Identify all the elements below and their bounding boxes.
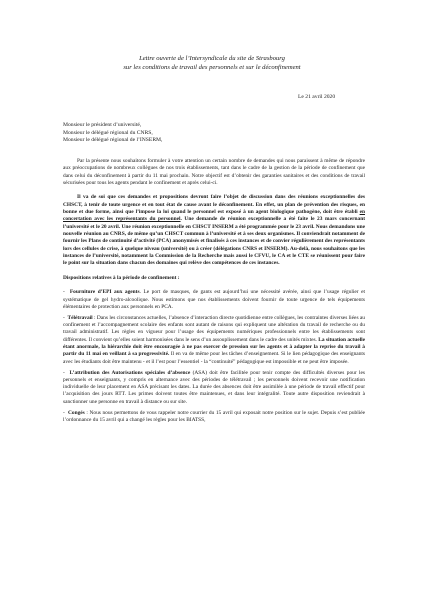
item-text: (ASA) doit être facilitée pour tenir compte des difficultés diverses pour les personnels et enseignants, y compris en alternance avec des périodes de télétravail ; les personnels doivent recevoir une notification individuelle de leur placement en ASA précisant les dates. La durée des absences doit être assimilée à une période de travail effectif pour l’acquisition des jours RTT. Les primes doivent toutes être maintenues, et dans leur intégralité. Toute autre disposition reviendrait à sanctionner une personne en travail à distance ou sur site. <box>63 369 365 405</box>
recipient-line: Monsieur le délégué régional de l’INSERM, <box>63 137 163 144</box>
item-label: Congés <box>68 409 85 416</box>
paragraph-chsct <box>63 194 365 267</box>
letter-title <box>40 54 384 72</box>
title-line-2: sur les conditions de travail des personnels et sur le déconfinement <box>123 64 301 71</box>
section-heading: Dispositions relatives à la période de confinement : <box>63 274 180 281</box>
recipient-line: Monsieur le délégué régional du CNRS, <box>63 129 153 136</box>
item-label: Télétravail <box>67 314 93 321</box>
recipient-line: Monsieur le président d’université, <box>63 122 142 128</box>
item-text: : Dans les circonstances actuelles, l’absence d’interaction directe quotidienne entre collègues, les contraintes diverses liées au confinement et l’accompagnement scolaire des enfants sont autant de raisons qui expliquent une altération du travail de recherche ou du travail administratif. Les règles en vigueur pour l’usage des équipements numériques professionnels entre les établissements sont différentes. Il convient qu’elles soient harmonisées dans le sens d’un assouplissement dans le cadre des unités mixtes. <box>63 314 365 343</box>
list-item-epi: - Fourniture d’EPI aux agents. Le port de masques, de gants est aujourd’hui une nécessité avérée, ainsi que l’usage régulier et systématique de gel hydro-alcoolique. Nous estimons que nos établissements doivent fournir de toute urgence de tels équipements élémentaires de protection aux personnels en PCA. <box>63 289 365 310</box>
list-item-asa: - L’attribution des Autorisations spéciales d’absence (ASA) doit être facilitée pour tenir compte des difficultés diverses pour les personnels et enseignants, y compris en alternance avec des périodes de télétravail ; les personnels doivent recevoir une notification individuelle de leur placement en ASA précisant les dates. La durée des absences doit être assimilée à une période de travail effectif pour l’acquisition des jours RTT. Les primes doivent toutes être maintenues, et dans leur intégralité. Toute autre disposition reviendrait à sanctionner une personne en travail à distance ou sur site. <box>63 369 365 405</box>
title-line-1: Lettre ouverte de l’Intersyndicale du site de Strasbourg <box>139 55 285 62</box>
item-text: . Le port de masques, de gants est aujourd’hui une nécessité avérée, ainsi que l’usage régulier et systématique de gel hydro-alcoolique. Nous estimons que nos établissements doivent fournir de toute urgence de tels équipements élémentaires de protection aux personnels en PCA. <box>63 289 365 310</box>
paragraph-chsct-part-a: Il va de soi que ces demandes et propositions devront faire l’objet de discussion dans des réunions exceptionnelles des CHSCT, à tenir de toute urgence et en tout état de cause avant le déconfinement. En effet, un plan de prévention des risques, en bonne et due forme, ainsi que l’impose la loi quand le personnel est exposé à un agent biologique pathogène, doit être établi <box>63 194 365 216</box>
recipients-block <box>63 122 162 145</box>
paragraph-chsct-part-b: . Une demande de réunion exceptionnelle a été faite le 23 mars concernant l’université et le 20 avril. Une réunion exceptionnelle en CHSCT INSERM a été programmée pour le 23 avril. Nous demandons une nouvelle réunion au CNRS, de même qu’un CHSCT commun à l’université et à ses deux organismes. Il conviendrait notamment de fournir les Plans de continuité d’activité (PCA) anonymisés et finalisés à ces instances et de convier régulièrement des représentants lors des cellules de crise, à quelque niveau (université) ou à créer (délégations CNRS et INSERM). Au-delà, nous souhaitons que les instances de l’université, notamment la Commission de la Recherche mais aussi le CFVU, le CA et le CTE se réunissent pour faire le point sur la situation dans chacun des domaines qui relève des compétences de ces instances. <box>63 216 365 267</box>
letter-date: Le 21 avril 2020 <box>298 94 336 100</box>
item-label: L’attribution des Autorisations spéciales d’absence <box>69 369 191 376</box>
item-label: Fourniture d’EPI aux agents <box>69 289 140 296</box>
item-text: : Nous nous permettons de vous rappeler notre courrier du 15 avril qui exposait notre position sur le sujet. Depuis s’est publiée l’ordonnance du 15 avril qui a changé les règles pour les BIATSS, <box>63 409 365 423</box>
paragraph-chsct-underlined: en concertation avec les représentants du personnel <box>63 209 365 223</box>
list-item-conges: - Congés : Nous nous permettons de vous rappeler notre courrier du 15 avril qui exposait notre position sur le sujet. Depuis s’est publiée l’ordonnance du 15 avril qui a changé les règles pour les BIATSS, <box>63 409 365 423</box>
letter-body <box>63 158 365 428</box>
list-item-teletravail: - Télétravail : Dans les circonstances actuelles, l’absence d’interaction directe quotidienne entre collègues, les contraintes diverses liées au confinement et l’accompagnement scolaire des enfants sont autant de raisons qui expliquent une altération du travail de recherche ou du travail administratif. Les règles en vigueur pour l’usage des équipements numériques professionnels entre les établissements sont différentes. Il convient qu’elles soient harmonisées dans le sens d’un assouplissement dans le cadre des unités mixtes. La situation actuelle étant anormale, la hiérarchie doit être encouragée à ne pas exercer de pression sur les agents et à adapter la reprise du travail à partir du 11 mai en veillant à sa progressivité. Il en va de même pour les tâches d’enseignement. Si le lien pédagogique des enseignants avec les étudiants doit être maintenu - et il l’est pour l’essentiel - la “continuité” pédagogique est impossible et ne peut être imposée. <box>63 314 365 365</box>
item-bold-text: La situation actuelle étant anormale, la hiérarchie doit être encouragée à ne pas exercer de pression sur les agents et à adapter la reprise du travail à partir du 11 mai en veillant à sa progressivité. <box>63 336 365 358</box>
item-text: Il en va de même pour les tâches d’enseignement. Si le lien pédagogique des enseignants avec les étudiants doit être maintenu - et il l’est pour l’essentiel - la “continuité” pédagogique est impossible et ne peut être imposée. <box>63 351 365 365</box>
paragraph-intro: Par la présente nous souhaitons formuler à votre attention un certain nombre de demandes qui nous paraissent à même de répondre aux préoccupations de nombreux collègues de nos trois établissements, tant dans le cadre de la gestion de la période de confinement que dans celui du déconfinement à partir du 11 mai prochain. Notre objectif est d’obtenir des garanties sanitaires et des conditions de travail sécurisées pour tous les agents pendant le confinement et après celui-ci. <box>63 158 365 186</box>
